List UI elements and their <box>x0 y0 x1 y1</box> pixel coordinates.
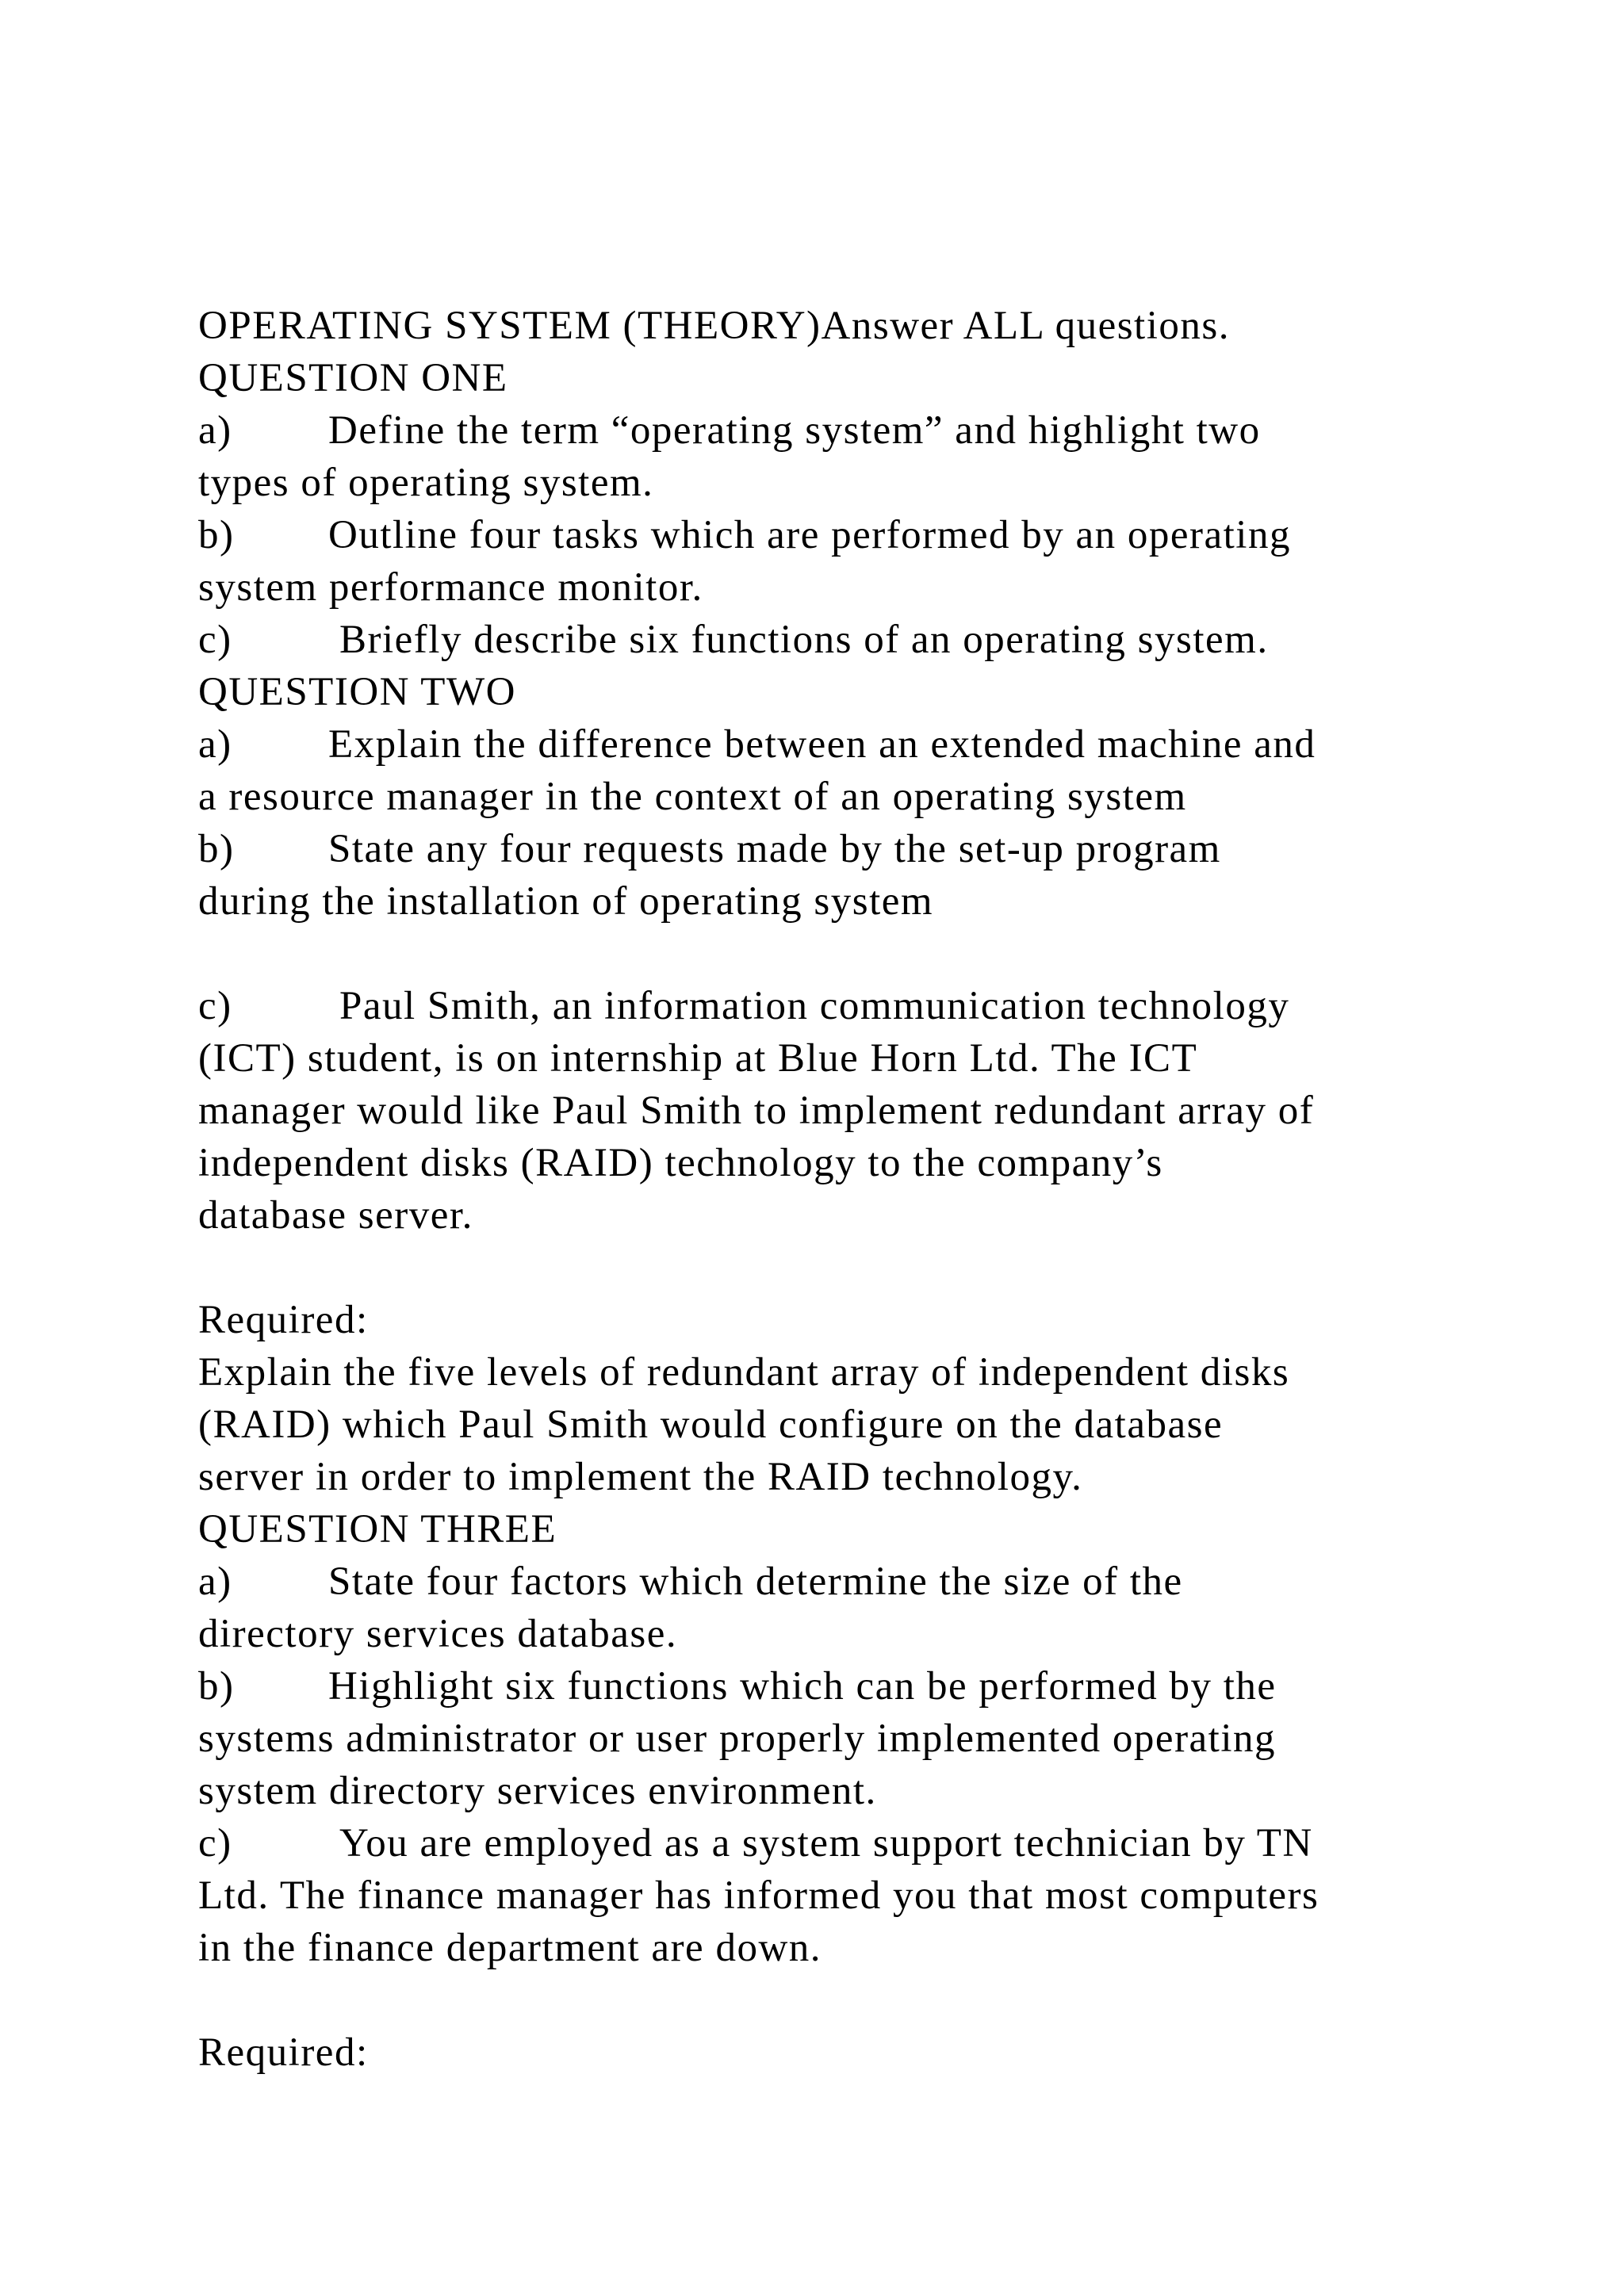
q2-required-text-1: Explain the five levels of redundant array of independent disks <box>198 1350 1290 1395</box>
q3-b-text-3: system directory services environment. <box>198 1769 877 1813</box>
q2-required-label: Required: <box>198 1298 369 1342</box>
q1-c-text-1: Briefly describe six functions of an operating system. <box>339 618 1269 662</box>
q3-c-text-1: You are employed as a system support technician by TN <box>339 1821 1313 1866</box>
q1-b-text-2: system performance monitor. <box>198 565 703 610</box>
q3-c-line-1 <box>198 1817 1467 1869</box>
q2-c-text-2: (ICT) student, is on internship at Blue Horn Ltd. The ICT <box>198 1036 1198 1081</box>
question-three-heading: QUESTION THREE <box>198 1507 557 1552</box>
q1-c-line-1 <box>198 614 1467 666</box>
blank-line <box>198 1974 1467 2026</box>
q1-b-line-1 <box>198 509 1467 561</box>
q1-a-text-2: types of operating system. <box>198 461 654 505</box>
question-two-heading: QUESTION TWO <box>198 670 516 714</box>
q2-c-text-3: manager would like Paul Smith to implement redundant array of <box>198 1089 1315 1133</box>
q1-a-label: a) <box>198 408 232 453</box>
q2-b-text-1: State any four requests made by the set-up program <box>328 827 1221 871</box>
q2-c-label: c) <box>198 984 232 1028</box>
q2-b-text-2: during the installation of operating system <box>198 879 934 924</box>
q3-b-label: b) <box>198 1664 235 1709</box>
blank-line <box>198 928 1467 980</box>
q2-c-text-1: Paul Smith, an information communication technology <box>339 984 1290 1028</box>
document-body <box>198 300 1467 2079</box>
q1-b-label: b) <box>198 513 235 557</box>
q1-a-text-1: Define the term “operating system” and highlight two <box>328 408 1261 453</box>
q1-b-text-1: Outline four tasks which are performed by an operating <box>328 513 1291 557</box>
q2-a-label: a) <box>198 722 232 767</box>
q1-c-label: c) <box>198 618 232 662</box>
q3-b-text-1: Highlight six functions which can be performed by the <box>328 1664 1277 1709</box>
q2-required-text-2: (RAID) which Paul Smith would configure on the database <box>198 1402 1224 1447</box>
q3-a-text-2: directory services database. <box>198 1612 678 1656</box>
q2-c-text-4: independent disks (RAID) technology to the company’s <box>198 1141 1163 1185</box>
blank-line <box>198 1242 1467 1294</box>
q2-b-line-1 <box>198 823 1467 875</box>
q3-required-label: Required: <box>198 2030 369 2075</box>
q3-a-label: a) <box>198 1559 232 1604</box>
document-title: OPERATING SYSTEM (THEORY)Answer ALL questions. <box>198 304 1230 348</box>
q1-a-line-1 <box>198 404 1467 457</box>
q2-c-text-5: database server. <box>198 1193 473 1238</box>
q2-a-text-1: Explain the difference between an extended machine and <box>328 722 1316 767</box>
q3-b-line-1 <box>198 1660 1467 1712</box>
q3-a-line-1 <box>198 1556 1467 1608</box>
q3-c-text-2: Ltd. The finance manager has informed you that most computers <box>198 1873 1320 1918</box>
q2-required-text-3: server in order to implement the RAID technology. <box>198 1455 1083 1499</box>
q3-c-text-3: in the finance department are down. <box>198 1926 822 1970</box>
q3-c-label: c) <box>198 1821 232 1866</box>
q2-c-line-1 <box>198 980 1467 1032</box>
q2-a-text-2: a resource manager in the context of an operating system <box>198 775 1187 819</box>
q3-a-text-1: State four factors which determine the size of the <box>328 1559 1183 1604</box>
q3-b-text-2: systems administrator or user properly implemented operating <box>198 1716 1277 1761</box>
q2-a-line-1 <box>198 718 1467 771</box>
question-one-heading: QUESTION ONE <box>198 356 508 400</box>
q2-b-label: b) <box>198 827 235 871</box>
